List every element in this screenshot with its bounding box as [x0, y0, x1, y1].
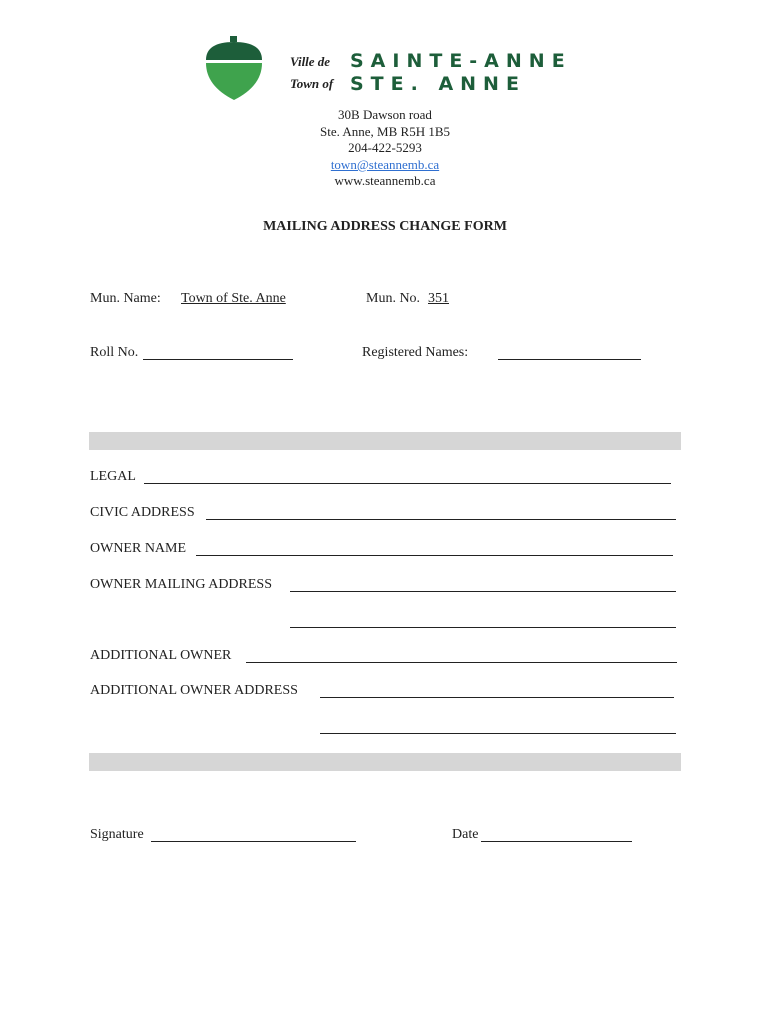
email-line: [0, 157, 770, 174]
address-line1: 30B Dawson road: [338, 107, 432, 122]
registered-names-label: Registered Names:: [362, 345, 469, 360]
section-divider-top: [89, 432, 681, 450]
email-link[interactable]: town@steannemb.ca: [330, 157, 440, 172]
roll-no-label: Roll No.: [90, 345, 139, 360]
owner-mailing-address-label: OWNER MAILING ADDRESS: [90, 577, 272, 592]
date-field[interactable]: [481, 841, 632, 842]
mun-name-label: Mun. Name:: [90, 291, 161, 306]
acorn-logo-icon: [203, 36, 265, 102]
owner-mailing-address-field[interactable]: [290, 591, 676, 592]
legal-label: LEGAL: [90, 469, 136, 484]
additional-owner-label: ADDITIONAL OWNER: [90, 648, 232, 663]
additional-owner-address-field[interactable]: [320, 697, 674, 698]
mun-name-value: Town of Ste. Anne: [181, 291, 286, 306]
section-divider-bottom: [89, 753, 681, 771]
additional-owner-field[interactable]: [246, 662, 677, 663]
roll-no-field[interactable]: [143, 359, 293, 360]
additional-owner-address-label: ADDITIONAL OWNER ADDRESS: [90, 683, 298, 698]
mun-no-value: 351: [428, 291, 449, 306]
logo-town-of: Town of: [290, 76, 334, 91]
logo-ville-de: Ville de: [290, 54, 331, 69]
address-line2: Ste. Anne, MB R5H 1B5: [319, 124, 450, 139]
date-label: Date: [452, 827, 479, 842]
signature-field[interactable]: [151, 841, 356, 842]
mun-no-label: Mun. No.: [366, 291, 421, 306]
owner-mailing-address-field-2[interactable]: [290, 627, 676, 628]
registered-names-field[interactable]: [498, 359, 641, 360]
civic-address-field[interactable]: [206, 519, 676, 520]
owner-name-label: OWNER NAME: [90, 541, 187, 556]
additional-owner-address-field-2[interactable]: [320, 733, 676, 734]
legal-field[interactable]: [144, 483, 671, 484]
logo-name-fr: SAINTE-ANNE: [350, 50, 572, 72]
phone-number: 204-422-5293: [348, 140, 422, 155]
logo-name-en: STE. ANNE: [350, 73, 526, 95]
signature-label: Signature: [90, 827, 144, 842]
form-title: MAILING ADDRESS CHANGE FORM: [263, 219, 507, 234]
owner-name-field[interactable]: [196, 555, 673, 556]
website: www.steannemb.ca: [334, 173, 436, 188]
civic-address-label: CIVIC ADDRESS: [90, 505, 195, 520]
